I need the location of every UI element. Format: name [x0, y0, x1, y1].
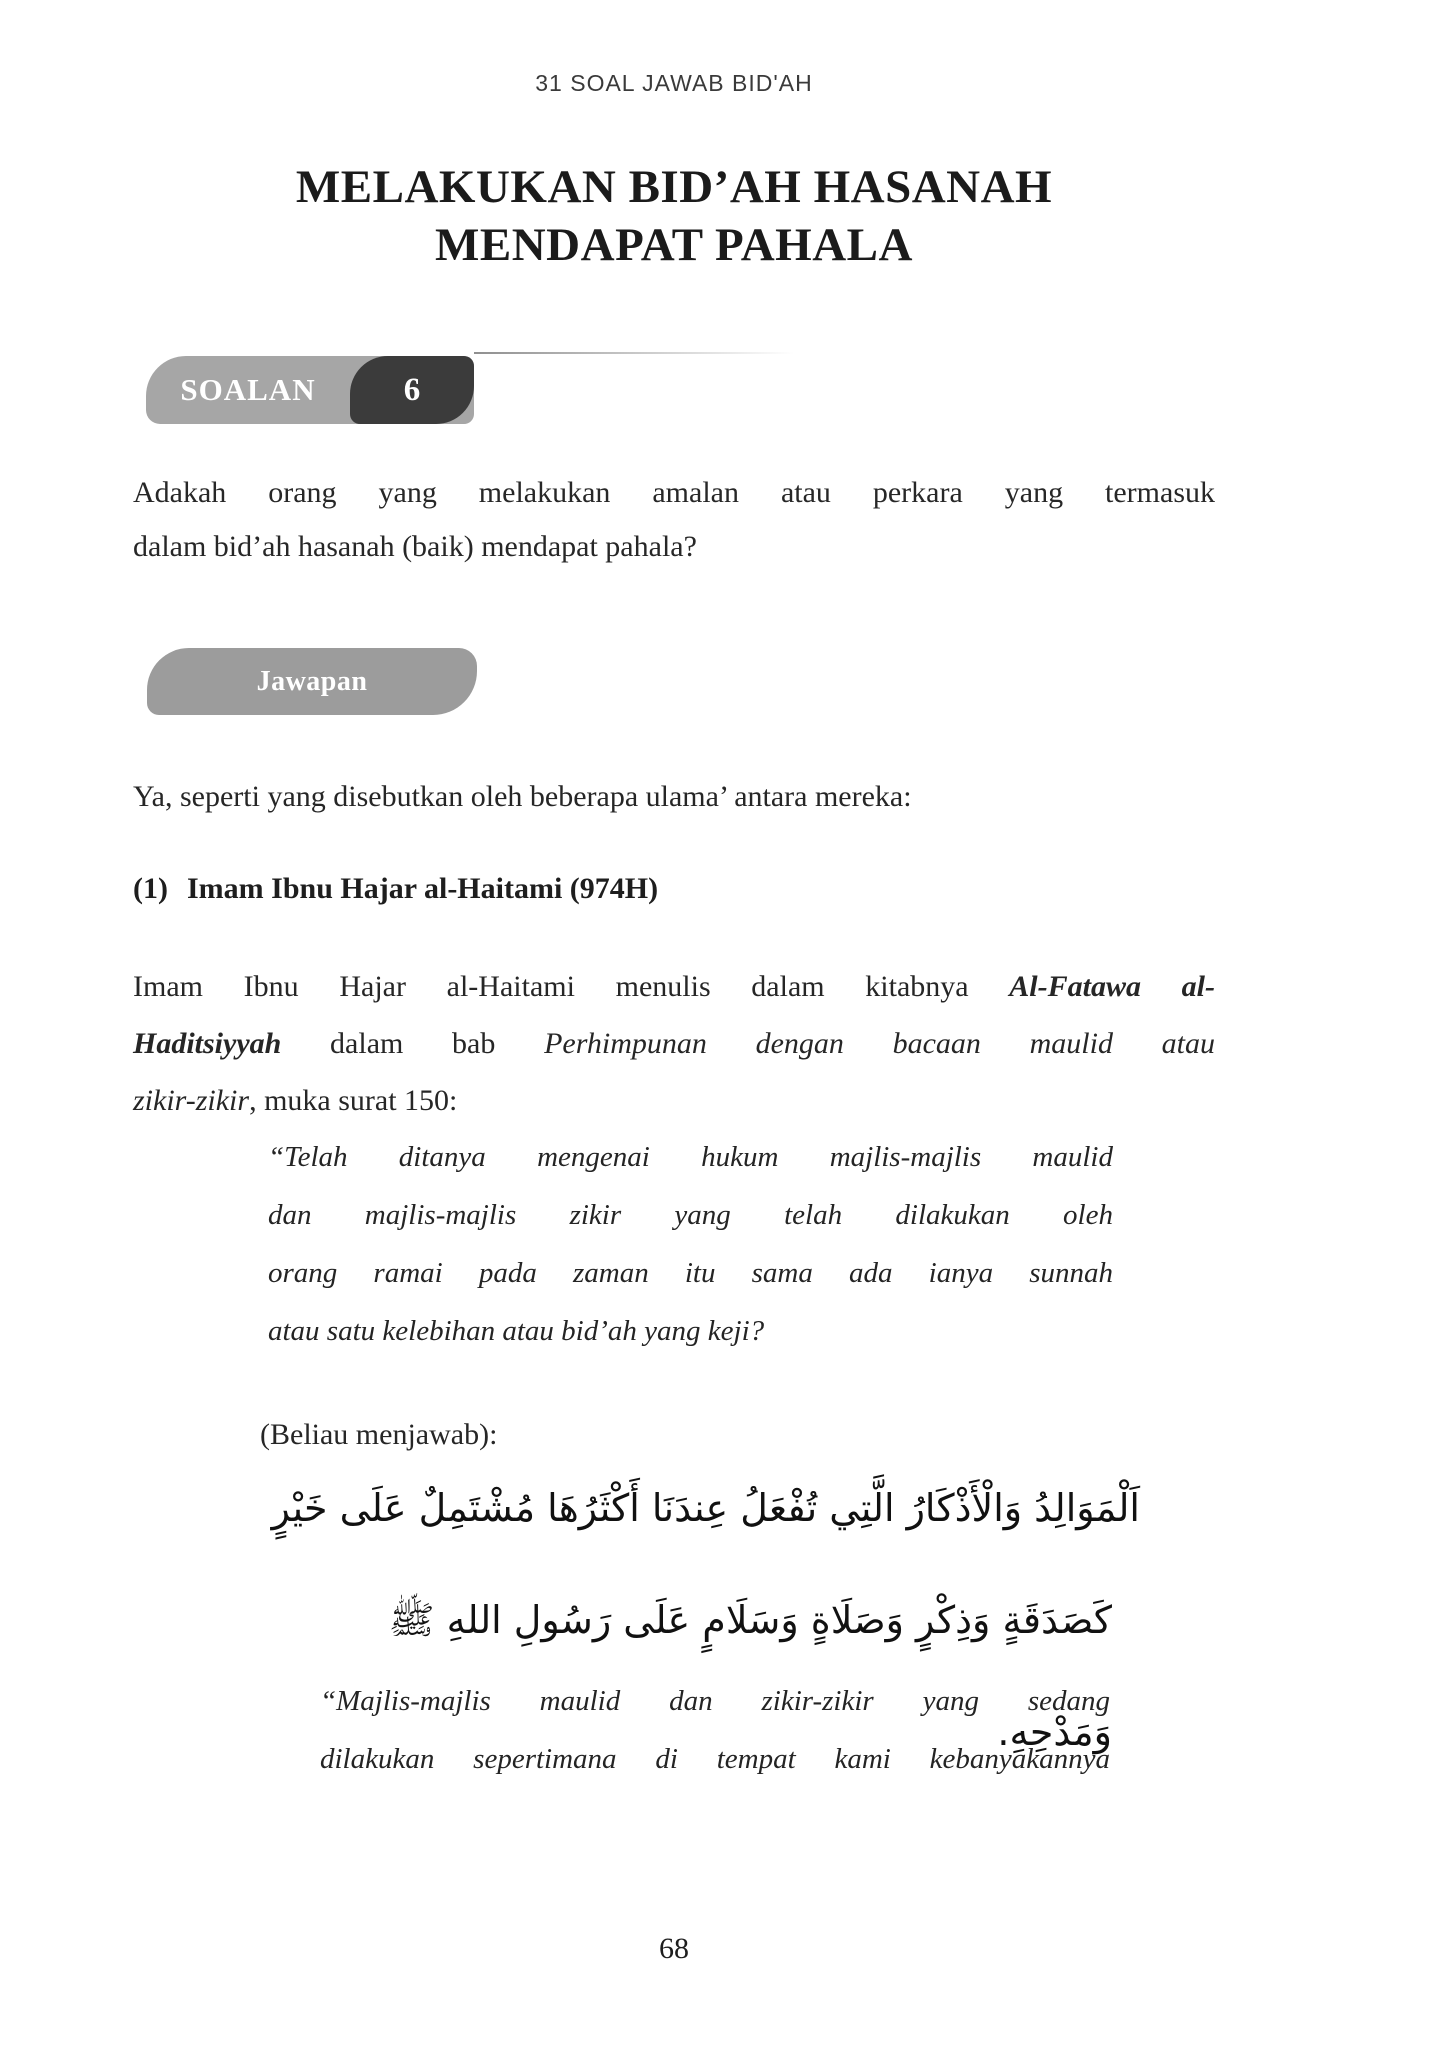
text-line — [133, 1015, 1215, 1072]
text-line: dalam bid’ah hasanah (baik) mendapat pahala? — [133, 530, 697, 563]
text-line: Adakah orang yang melakukan amalan atau perkara yang termasuk — [133, 476, 1215, 509]
text-segment: dalam bab — [281, 1027, 545, 1060]
scholar-heading — [133, 872, 1215, 906]
running-head: 31 SOAL JAWAB BID'AH — [535, 70, 813, 96]
text-line: orang ramai pada zaman itu sama ada ianya sunnah — [268, 1257, 1113, 1289]
text-segment: Perhimpunan dengan bacaan maulid atau — [544, 1027, 1215, 1060]
question-badge-label: SOALAN — [180, 372, 316, 407]
scholar-heading-name: Imam Ibnu Hajar al-Haitami (974H) — [187, 872, 659, 905]
answer-lead: (Beliau menjawab): — [260, 1418, 498, 1451]
chapter-title — [133, 158, 1215, 274]
answer-badge — [147, 648, 477, 715]
text-line — [133, 1072, 1215, 1129]
answer-badge-label: Jawapan — [256, 665, 368, 697]
question-badge-number: 6 — [403, 371, 421, 408]
badge-rule — [474, 352, 794, 354]
text-line: كَصَدَقَةٍ وَذِكْرٍ وَصَلَاةٍ وَسَلَامٍ عَلَى رَسُولِ اللهِ ﷺ وَمَدْحِهِ. — [388, 1598, 1112, 1754]
question-badge — [146, 356, 474, 424]
page-number: 68 — [659, 1932, 689, 1965]
text-segment: Haditsiyyah — [133, 1027, 282, 1060]
text-segment: Al-Fatawa al- — [1009, 970, 1216, 1003]
text-line — [133, 958, 1215, 1015]
text-segment: , muka surat 150: — [249, 1084, 458, 1117]
text-line: “Majlis-majlis maulid dan zikir-zikir yang sedang — [320, 1685, 1110, 1717]
book-reference-paragraph — [133, 958, 1215, 1129]
text-line: atau satu kelebihan atau bid’ah yang keji? — [268, 1315, 765, 1347]
chapter-title-line-2: MENDAPAT PAHALA — [435, 219, 913, 271]
question-text — [133, 466, 1215, 574]
fatwa-translation — [320, 1672, 1110, 1788]
chapter-title-line-1: MELAKUKAN BID’AH HASANAH — [295, 161, 1053, 213]
question-quote — [268, 1128, 1113, 1360]
scholar-heading-number: (1) — [133, 872, 168, 905]
text-line: “Telah ditanya mengenai hukum majlis-majlis maulid — [268, 1141, 1113, 1173]
text-line: اَلْمَوَالِدُ وَالْأَذْكَارُ الَّتِي تُفْعَلُ عِندَنَا أَكْثَرُهَا مُشْتَمِلٌ عَلَى خَيْرٍ — [271, 1486, 1140, 1530]
answer-intro: Ya, seperti yang disebutkan oleh beberapa ulama’ antara mereka: — [133, 780, 912, 813]
text-segment: zikir-zikir — [133, 1084, 250, 1117]
text-line: dan majlis-majlis zikir yang telah dilakukan oleh — [268, 1199, 1113, 1231]
text-segment: Imam Ibnu Hajar al-Haitami menulis dalam kitabnya — [133, 970, 1010, 1003]
text-line: dilakukan sepertimana di tempat kami kebanyakannya — [320, 1743, 1110, 1775]
